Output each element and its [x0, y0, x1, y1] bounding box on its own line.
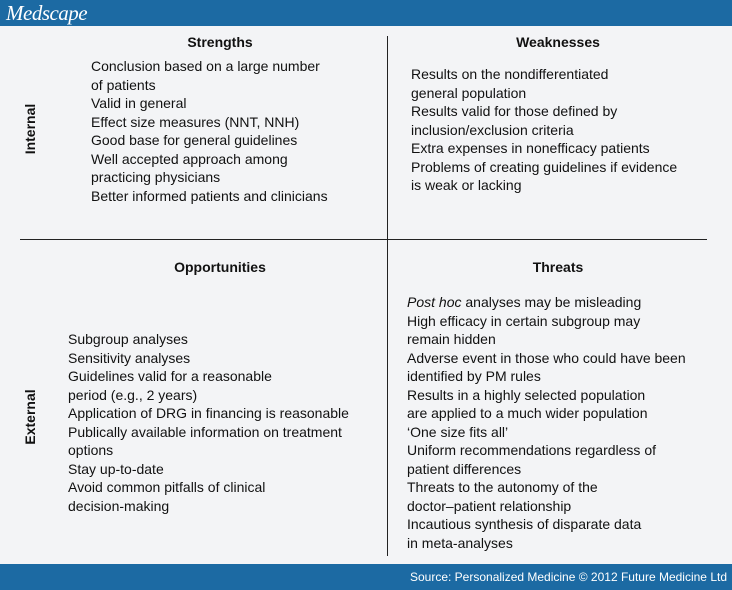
- weaknesses-item: Problems of creating guidelines if evidence: [411, 158, 678, 175]
- vertical-divider: [387, 36, 388, 556]
- threats-item-first: [407, 293, 686, 312]
- weaknesses-item: inclusion/exclusion criteria: [411, 121, 574, 138]
- threats-heading: Threats: [532, 259, 584, 275]
- strengths-heading: Strengths: [187, 34, 253, 50]
- threats-item: ‘One size fits all’: [407, 423, 509, 440]
- threats-item: identified by PM rules: [407, 368, 541, 384]
- threats-item: are applied to a much wider population: [407, 405, 648, 421]
- medscape-logo[interactable]: Medscape: [6, 1, 88, 25]
- source-credit: Source: Personalized Medicine © 2012 Future Medicine Ltd: [409, 570, 727, 584]
- opportunities-list: [68, 330, 349, 515]
- horizontal-divider: [20, 239, 707, 240]
- opportunities-item: Avoid common pitfalls of clinical: [68, 479, 266, 495]
- opportunities-item: Sensitivity analyses: [68, 349, 191, 366]
- opportunities-heading: Opportunities: [174, 259, 266, 275]
- weaknesses-list: [411, 65, 677, 195]
- opportunities-item: Subgroup analyses: [68, 331, 188, 347]
- threats-item: Results in a highly selected population: [407, 386, 646, 403]
- threats-item: Uniform recommendations regardless of: [407, 442, 656, 458]
- threats-item: High efficacy in certain subgroup may: [407, 312, 641, 329]
- strengths-item: Well accepted approach among: [91, 150, 288, 167]
- weaknesses-item: Results valid for those defined by: [411, 103, 618, 119]
- threats-list: [407, 293, 686, 552]
- opportunities-item: Stay up-to-date: [68, 460, 164, 477]
- threats-italic-term: Post hoc: [407, 294, 462, 310]
- threats-item: doctor–patient relationship: [407, 497, 572, 514]
- threats-item: Adverse event in those who could have been: [407, 349, 686, 366]
- opportunities-item: options: [68, 442, 114, 458]
- opportunities-item: Guidelines valid for a reasonable: [68, 368, 272, 384]
- weaknesses-item: Results on the nondifferentiated: [411, 66, 609, 82]
- opportunities-item: Application of DRG in financing is reasonable: [68, 405, 349, 421]
- threats-item: remain hidden: [407, 331, 496, 347]
- strengths-list: [91, 57, 328, 205]
- axis-label-external: External: [22, 389, 38, 445]
- opportunities-item: Publically available information on treatment: [68, 423, 342, 440]
- strengths-item: Conclusion based on a large number: [91, 58, 320, 74]
- weaknesses-item: Extra expenses in nonefficacy patients: [411, 140, 650, 156]
- axis-label-internal: Internal: [22, 103, 38, 155]
- header-bar: [0, 0, 732, 26]
- threats-first-rest: analyses may be misleading: [461, 294, 642, 310]
- strengths-item: Valid in general: [91, 95, 187, 111]
- weaknesses-item: is weak or lacking: [411, 177, 522, 193]
- opportunities-item: period (e.g., 2 years): [68, 386, 198, 403]
- threats-item: in meta-analyses: [407, 534, 513, 551]
- strengths-item: Good base for general guidelines: [91, 132, 298, 148]
- strengths-item: of patients: [91, 76, 156, 93]
- weaknesses-item: general population: [411, 84, 527, 101]
- threats-item: patient differences: [407, 460, 522, 477]
- threats-item: Incautious synthesis of disparate data: [407, 516, 642, 532]
- opportunities-item: decision-making: [68, 497, 170, 514]
- strengths-item: practicing physicians: [91, 169, 221, 185]
- strengths-item: Better informed patients and clinicians: [91, 187, 328, 204]
- weaknesses-heading: Weaknesses: [516, 34, 600, 50]
- footer-bar: [0, 564, 732, 590]
- threats-item: Threats to the autonomy of the: [407, 479, 598, 495]
- strengths-item: Effect size measures (NNT, NNH): [91, 113, 300, 130]
